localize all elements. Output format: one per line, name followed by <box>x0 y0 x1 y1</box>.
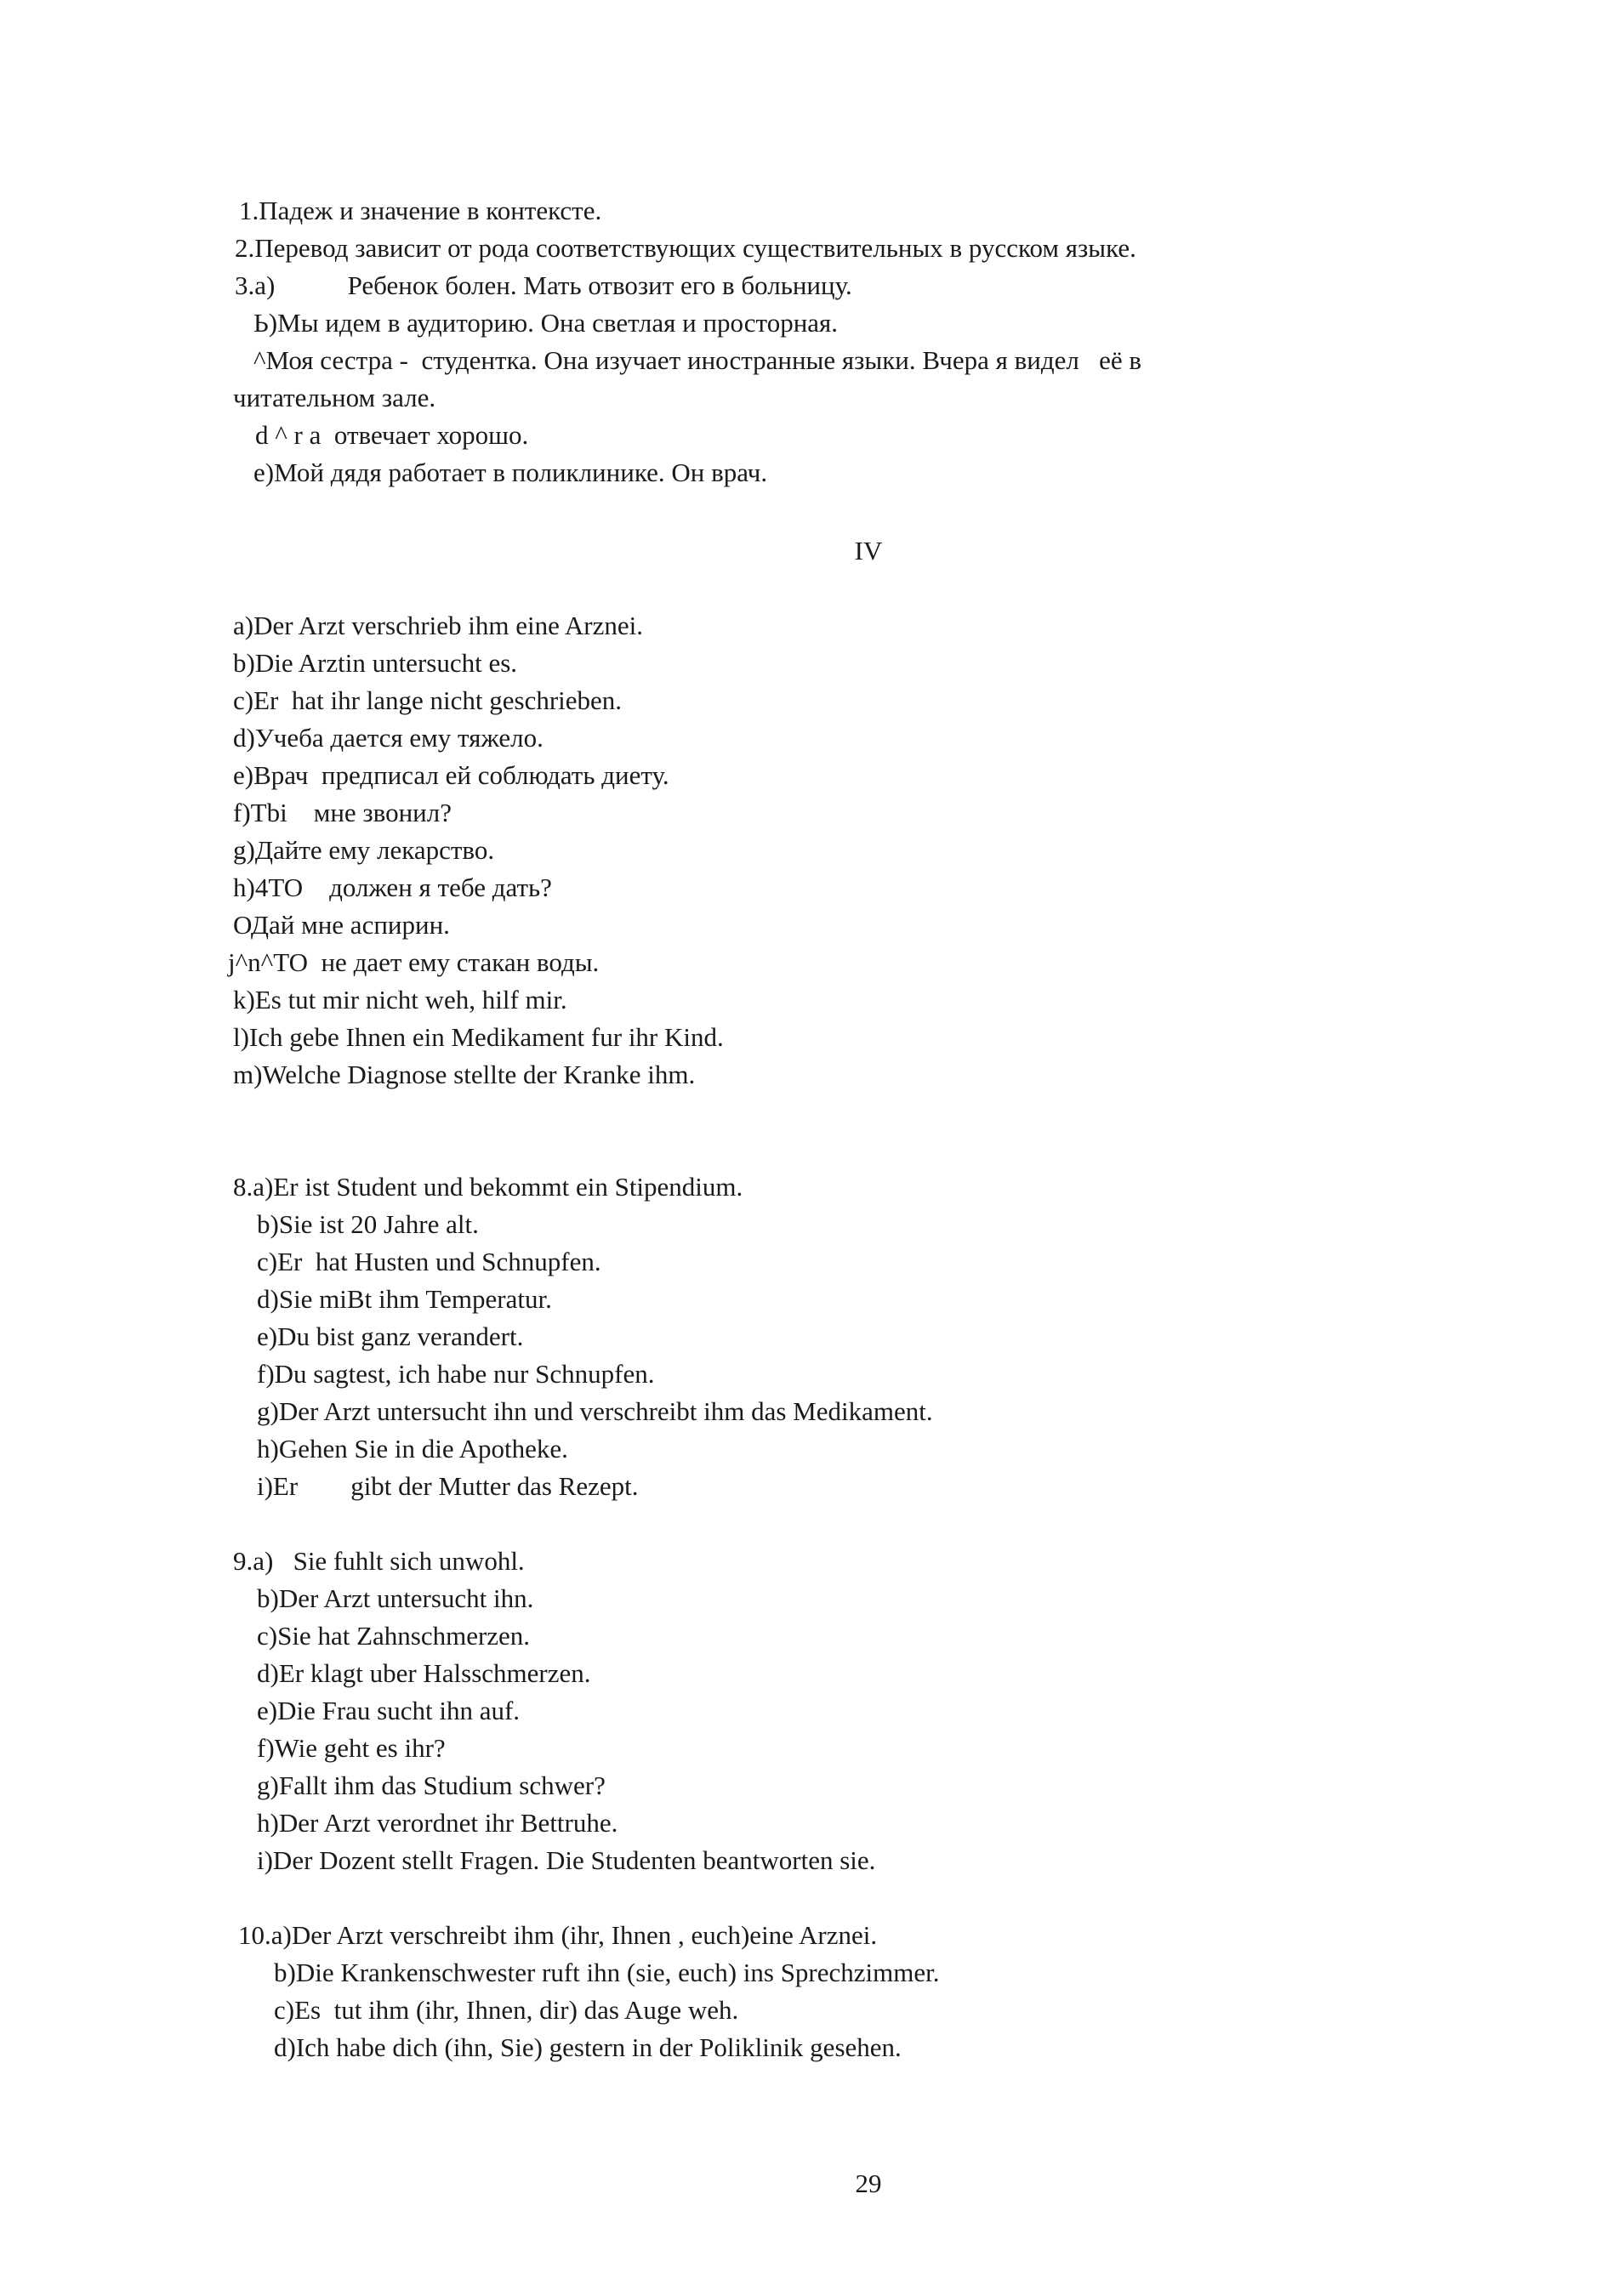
answer-line: h)Der Arzt verordnet ihr Bettruhe. <box>257 1808 618 1838</box>
answer-line: j^n^TO не дает ему стакан воды. <box>228 947 600 977</box>
answer-line: е)Мой дядя работает в поликлинике. Он врач. <box>253 457 768 487</box>
answer-line: читательном зале. <box>233 383 436 412</box>
answer-line: d)Учеба дается ему тяжело. <box>233 723 544 753</box>
answer-line: g)Der Arzt untersucht ihn und verschreibt ihm das Medikament. <box>257 1396 933 1426</box>
answer-line: e)Du bist ganz verandert. <box>257 1321 524 1351</box>
answer-line: b)Die Krankenschwester ruft ihn (sie, euch) ins Sprechzimmer. <box>274 1958 940 1987</box>
answer-line: g)Fallt ihm das Studium schwer? <box>257 1770 606 1800</box>
answer-line: d ^ r a отвечает хорошо. <box>255 420 529 450</box>
answer-line: 1.Падеж и значение в контексте. <box>239 196 602 225</box>
answer-line: f)Tbi мне звонил? <box>233 798 452 827</box>
answer-line: 9.a) Sie fuhlt sich unwohl. <box>233 1546 525 1576</box>
answer-line: 8.a)Er ist Student und bekommt ein Stipendium. <box>233 1172 743 1202</box>
answer-line: i)Der Dozent stellt Fragen. Die Studenten beantworten sie. <box>257 1845 876 1875</box>
answer-line: k)Es tut mir nicht weh, hilf mir. <box>233 985 567 1014</box>
answer-line: ОДай мне аспирин. <box>233 910 450 940</box>
answer-line: i)Er gibt der Mutter das Rezept. <box>257 1471 639 1501</box>
answer-line: d)Ich habe dich (ihn, Sie) gestern in der Poliklinik gesehen. <box>274 2032 902 2062</box>
answer-line: c)Er hat ihr lange nicht geschrieben. <box>233 685 623 715</box>
answer-line: 2.Перевод зависит от рода соответствующих существительных в русском языке. <box>235 233 1136 263</box>
answer-line: f)Wie geht es ihr? <box>257 1733 446 1763</box>
answer-line: a)Der Arzt verschrieb ihm eine Arznei. <box>233 611 644 640</box>
answer-line: 3.а) Ребенок болен. Мать отвозит его в больницу. <box>235 270 852 300</box>
answer-line: ^Моя сестра - студентка. Она изучает иностранные языки. Вчера я видел её в <box>253 345 1142 375</box>
answer-line: c)Es tut ihm (ihr, Ihnen, dir) das Auge weh. <box>274 1995 739 2025</box>
answer-line: m)Welche Diagnose stellte der Kranke ihm. <box>233 1060 696 1089</box>
answer-line: l)Ich gebe Ihnen ein Medikament fur ihr Kind. <box>233 1022 724 1052</box>
answer-line: h)Gehen Sie in die Apotheke. <box>257 1434 568 1463</box>
section-heading: IV <box>854 536 883 565</box>
answer-line: b)Die Arztin untersucht es. <box>233 648 518 678</box>
answer-line: Ь)Мы идем в аудиторию. Она светлая и просторная. <box>253 308 839 338</box>
answer-line: 10.a)Der Arzt verschreibt ihm (ihr, Ihnen , euch)eine Arznei. <box>238 1920 878 1950</box>
answer-line: c)Er hat Husten und Schnupfen. <box>257 1247 601 1276</box>
answer-line: c)Sie hat Zahnschmerzen. <box>257 1621 531 1651</box>
answer-line: b)Der Arzt untersucht ihn. <box>257 1583 534 1613</box>
answer-line: g)Дайте ему лекарство. <box>233 835 495 865</box>
answer-line: f)Du sagtest, ich habe nur Schnupfen. <box>257 1359 655 1389</box>
answer-line: b)Sie ist 20 Jahre alt. <box>257 1209 479 1239</box>
answer-line: h)4TO должен я тебе дать? <box>233 872 552 902</box>
answer-line: е)Врач предписал ей соблюдать диету. <box>233 760 669 790</box>
answer-line: d)Sie miBt ihm Temperatur. <box>257 1284 552 1314</box>
answer-line: e)Die Frau sucht ihn auf. <box>257 1696 521 1725</box>
answer-line: d)Er klagt uber Halsschmerzen. <box>257 1658 591 1688</box>
page-number: 29 <box>855 2168 882 2198</box>
